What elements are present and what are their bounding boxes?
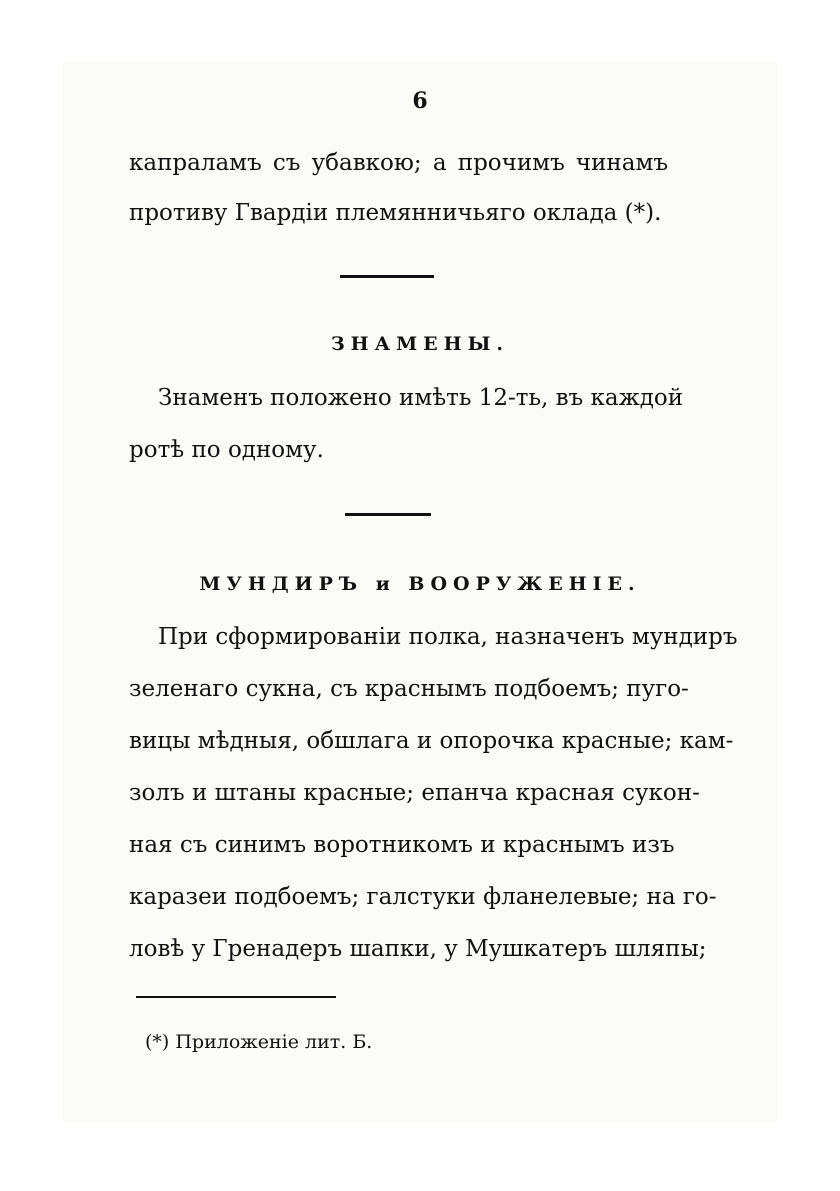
text-line: каразеи подбоемъ; галстуки фланелевые; на го- [129, 884, 717, 910]
footnote: (*) Приложеніе лит. Б. [145, 1031, 373, 1053]
page-number: 6 [412, 88, 428, 114]
text-line: ная съ синимъ воротникомъ и краснымъ изъ [129, 832, 675, 858]
section-divider [340, 275, 434, 278]
text-line: При сформированіи полка, назначенъ мундиръ [158, 624, 738, 650]
text-line: вицы мѣдныя, обшлага и опорочка красные; кам- [129, 728, 734, 754]
text-line: капраламъ съ убавкою; а прочимъ чинамъ [129, 150, 668, 176]
text-line: ловѣ у Гренадеръ шапки, у Мушкатеръ шляпы; [129, 936, 707, 962]
section-divider [345, 513, 431, 516]
text-line: противу Гвардіи племянничьяго оклада (*). [129, 200, 662, 226]
section-heading-banners: ЗНАМЕНЫ. [330, 333, 510, 355]
text-line: ротѣ по одному. [129, 437, 324, 463]
text-line: золъ и штаны красные; епанча красная сукон- [129, 780, 700, 806]
text-line: зеленаго сукна, съ краснымъ подбоемъ; пуго- [129, 676, 689, 702]
section-heading-uniform: МУНДИРЪ и ВООРУЖЕНІЕ. [199, 573, 641, 595]
text-line: Знаменъ положено имѣть 12-ть, въ каждой [158, 385, 684, 411]
footnote-divider [136, 996, 336, 998]
